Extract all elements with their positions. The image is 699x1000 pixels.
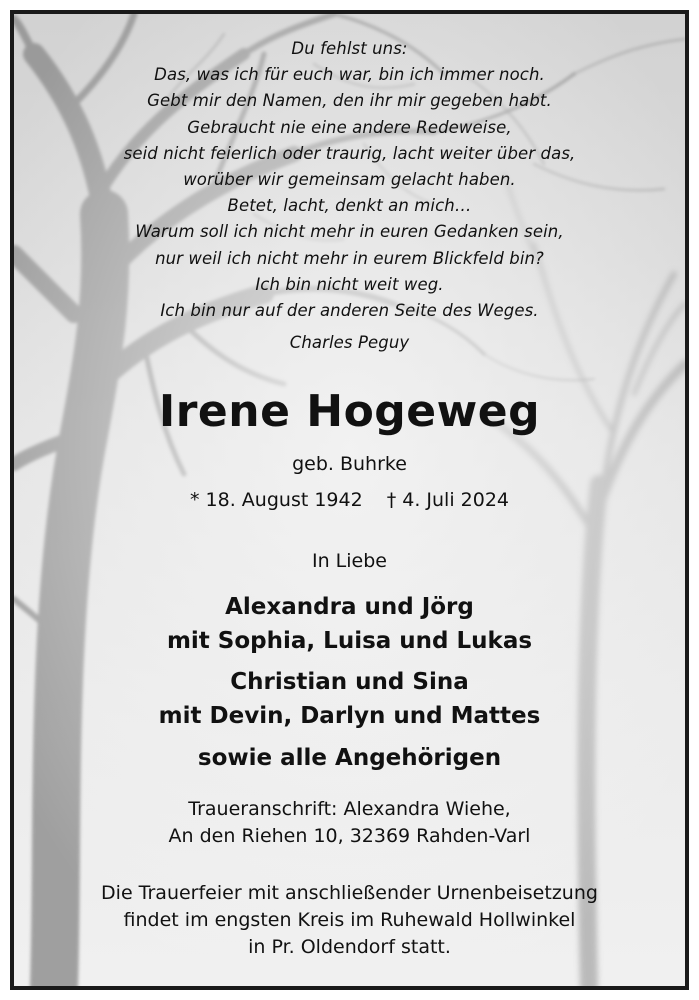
mourners-list: [14, 590, 685, 775]
poem-line: seid nicht feierlich oder traurig, lacht weiter über das,: [123, 143, 576, 163]
poem-line: Ich bin nicht weit weg.: [255, 274, 444, 294]
poem-line: Gebraucht nie eine andere Redeweise,: [187, 117, 512, 137]
poem-line: Gebt mir den Namen, den ihr mir gegeben habt.: [147, 91, 552, 111]
ceremony-notice: [14, 880, 685, 961]
deceased-name: Irene Hogeweg: [158, 386, 541, 437]
obituary-panel: [14, 14, 685, 986]
ceremony-line: Die Trauerfeier mit anschließender Urnenbeisetzung: [101, 882, 598, 904]
poem-line: nur weil ich nicht mehr in eurem Blickfeld bin?: [155, 248, 544, 268]
family-line: Christian und Sina: [230, 669, 469, 695]
family-line: mit Sophia, Luisa und Lukas: [166, 628, 533, 654]
family-line: Alexandra und Jörg: [225, 594, 474, 620]
other-relatives: sowie alle Angehörigen: [197, 745, 502, 771]
poem-line: Warum soll ich nicht mehr in euren Gedanken sein,: [135, 222, 564, 242]
poem-line: Du fehlst uns:: [291, 39, 408, 58]
address-line: Traueranschrift: Alexandra Wiehe,: [188, 798, 511, 820]
address-line: An den Riehen 10, 32369 Rahden-Varl: [168, 825, 531, 847]
birth-date: * 18. August 1942: [190, 489, 363, 511]
poem: [14, 36, 685, 356]
ceremony-line: in Pr. Oldendorf statt.: [248, 936, 451, 958]
mourners-intro: In Liebe: [312, 550, 387, 572]
life-dates: [14, 489, 685, 511]
poem-line: Betet, lacht, denkt an mich…: [227, 196, 472, 216]
poem-line: Ich bin nur auf der anderen Seite des Weges.: [160, 301, 539, 321]
poem-line: worüber wir gemeinsam gelacht haben.: [183, 170, 516, 190]
mourning-address: [14, 796, 685, 850]
death-date: † 4. Juli 2024: [386, 489, 509, 511]
ceremony-line: findet im engsten Kreis im Ruhewald Hollwinkel: [123, 909, 576, 931]
family-line: mit Devin, Darlyn und Mattes: [158, 703, 541, 729]
maiden-name: geb. Buhrke: [292, 453, 407, 475]
poem-line: Das, was ich für euch war, bin ich immer noch.: [154, 65, 545, 85]
poem-author: Charles Peguy: [289, 333, 410, 353]
